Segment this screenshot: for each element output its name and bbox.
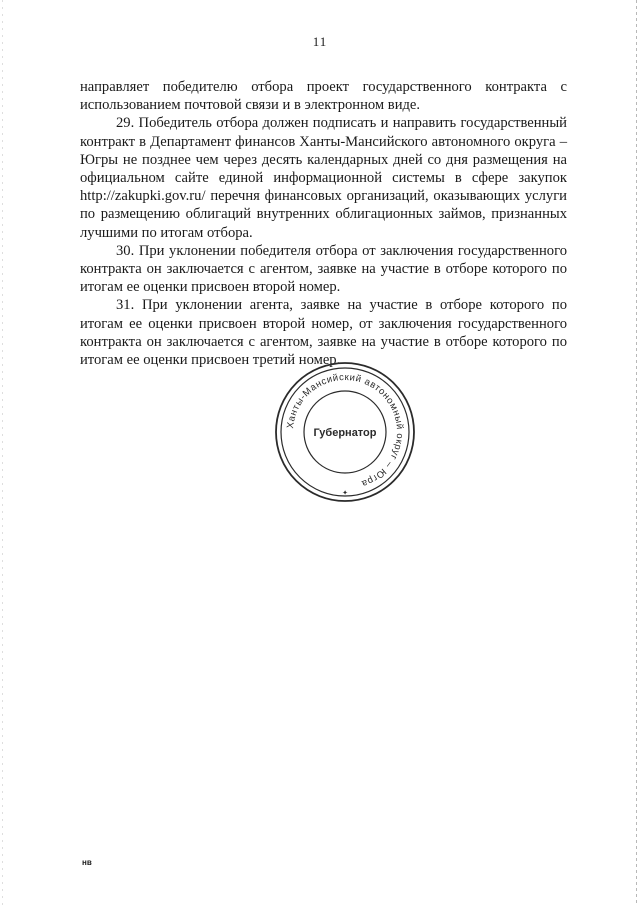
scan-edge-left (2, 0, 3, 905)
stamp-star-icon: ✦ (342, 489, 348, 497)
scan-edge-right (636, 0, 637, 905)
paragraph-29: 29. Победитель отбора должен подписать и направить государственный контракт в Департамент финансов Ханты-Мансийского автономного округа – Югры не позднее чем через десять календарных дней со дня размещения на официальном сайте единой информационной системы в сфере закупок http://zakupki.gov.ru/ перечня финансовых организаций, оказывающих услуги по размещению облигаций внутренних облигационных займов, признанных лучшими по итогам отбора. (80, 115, 567, 241)
document-body (80, 78, 567, 369)
footer-code: нв (82, 858, 92, 867)
paragraph-continuation: направляет победителю отбора проект государственного контракта с использованием почтовой связи и в электронном виде. (80, 79, 567, 114)
page-number: 11 (312, 34, 328, 49)
paragraph-30: 30. При уклонении победителя отбора от заключения государственного контракта он заключается с агентом, заявке на участие в отборе которого по итогам ее оценки присвоен второй номер. (80, 242, 567, 296)
paragraph-31: 31. При уклонении агента, заявке на участие в отборе которого по итогам ее оценки присвоен второй номер, от заключения государственного контракта он заключается с агентом, заявке на участие в отборе которого по итогам ее оценки присвоен третий номер. (80, 297, 567, 369)
governor-seal-stamp (272, 359, 418, 505)
stamp-ring-textpath: Ханты-Мансийский автономный округ – Югра (285, 371, 406, 490)
stamp-center-text: Губернатор (313, 427, 377, 439)
